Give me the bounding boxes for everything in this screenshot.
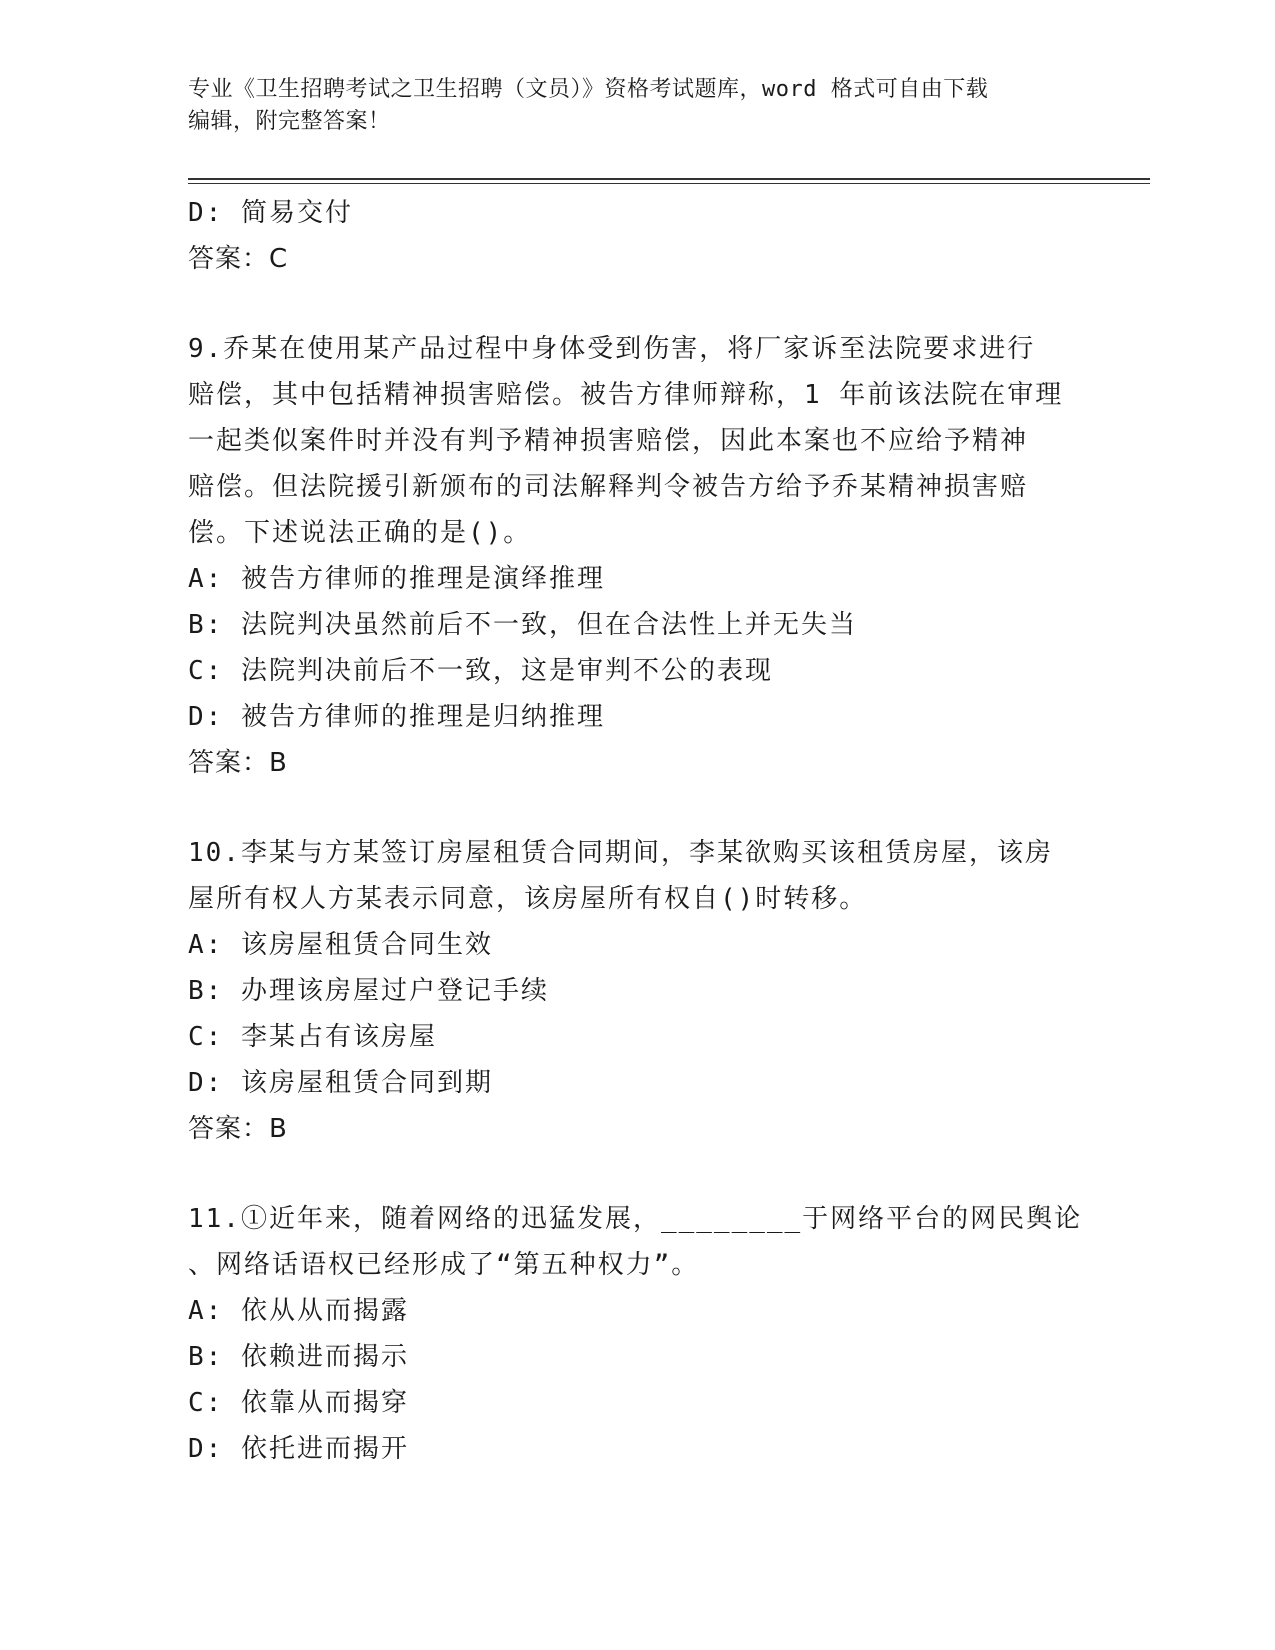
option-a: A: 依从从而揭露 bbox=[188, 1296, 409, 1326]
question-11 bbox=[188, 1196, 1088, 1472]
option-d: D: 简易交付 bbox=[188, 198, 353, 228]
question-10 bbox=[188, 830, 1088, 1152]
header-line-2: 编辑，附完整答案！ bbox=[188, 109, 391, 134]
option-b: B: 办理该房屋过户登记手续 bbox=[188, 976, 549, 1006]
question-text-line: 9.乔某在使用某产品过程中身体受到伤害，将厂家诉至法院要求进行 bbox=[188, 334, 1036, 364]
answer: 答案：B bbox=[188, 1114, 288, 1144]
question-text-line: 一起类似案件时并没有判予精神损害赔偿，因此本案也不应给予精神 bbox=[188, 426, 1029, 456]
option-d: D: 被告方律师的推理是归纳推理 bbox=[188, 702, 605, 732]
spacer bbox=[188, 786, 1088, 830]
question-text-line: 屋所有权人方某表示同意，该房屋所有权自()时转移。 bbox=[188, 884, 868, 914]
option-a: A: 该房屋租赁合同生效 bbox=[188, 930, 493, 960]
answer: 答案：B bbox=[188, 748, 288, 778]
previous-question-tail bbox=[188, 190, 1088, 282]
question-content bbox=[188, 190, 1088, 1472]
option-d: D: 依托进而揭开 bbox=[188, 1434, 409, 1464]
option-b: B: 依赖进而揭示 bbox=[188, 1342, 409, 1372]
question-9 bbox=[188, 326, 1088, 786]
question-text-line: 赔偿，其中包括精神损害赔偿。被告方律师辩称，1 年前该法院在审理 bbox=[188, 380, 1064, 410]
option-c: C: 依靠从而揭穿 bbox=[188, 1388, 409, 1418]
document-header bbox=[188, 74, 1088, 138]
option-c: C: 李某占有该房屋 bbox=[188, 1022, 437, 1052]
spacer bbox=[188, 1152, 1088, 1196]
question-text-line: 偿。下述说法正确的是()。 bbox=[188, 518, 532, 548]
header-divider bbox=[188, 178, 1150, 184]
header-line-1: 专业《卫生招聘考试之卫生招聘（文员）》资格考试题库，word 格式可自由下载 bbox=[188, 77, 989, 102]
spacer bbox=[188, 282, 1088, 326]
question-text-line: 、网络话语权已经形成了“第五种权力”。 bbox=[188, 1250, 700, 1280]
question-text-line: 赔偿。但法院援引新颁布的司法解释判令被告方给予乔某精神损害赔 bbox=[188, 472, 1029, 502]
question-text-line: 10.李某与方某签订房屋租赁合同期间，李某欲购买该租赁房屋，该房 bbox=[188, 838, 1053, 868]
question-text-line: 11.①近年来，随着网络的迅猛发展，________于网络平台的网民舆论 bbox=[188, 1204, 1083, 1234]
option-b: B: 法院判决虽然前后不一致，但在合法性上并无失当 bbox=[188, 610, 857, 640]
option-c: C: 法院判决前后不一致，这是审判不公的表现 bbox=[188, 656, 773, 686]
option-a: A: 被告方律师的推理是演绎推理 bbox=[188, 564, 605, 594]
answer: 答案：C bbox=[188, 244, 289, 274]
option-d: D: 该房屋租赁合同到期 bbox=[188, 1068, 493, 1098]
